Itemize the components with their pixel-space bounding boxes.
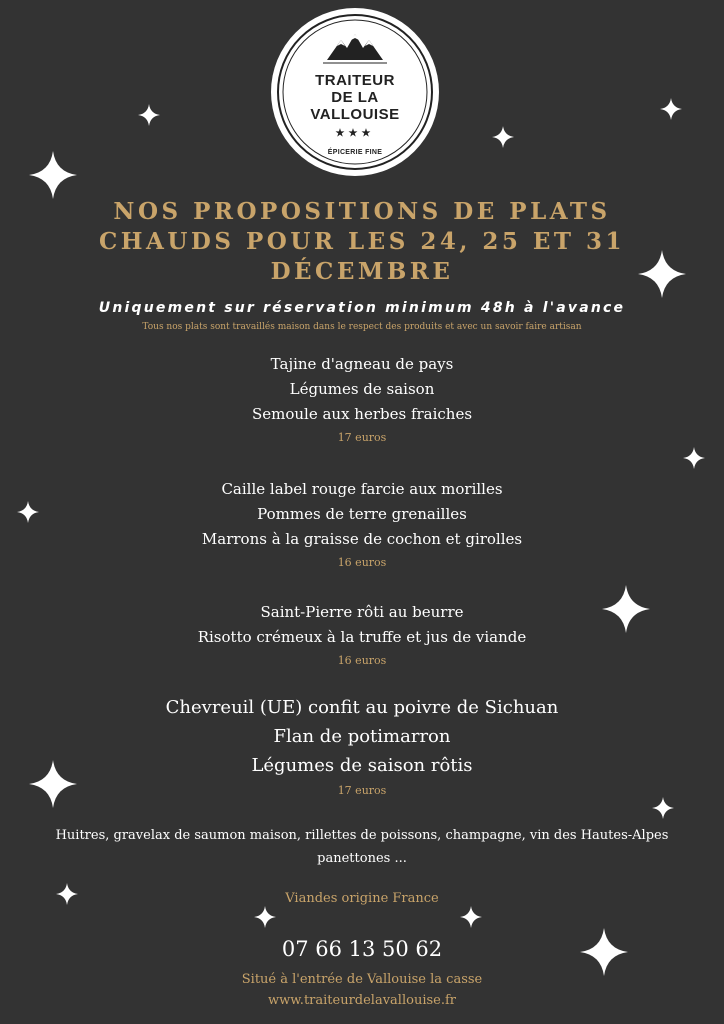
sparkle-icon: [254, 906, 276, 928]
dish-line: Flan de potimarron: [273, 726, 451, 747]
extras-line-2: panettones ...: [317, 851, 407, 866]
dish-line: Risotto crémeux à la truffe et jus de viande: [197, 628, 527, 646]
title-line-3: DÉCEMBRE: [270, 258, 454, 285]
sparkle-icon: [29, 151, 77, 199]
sparkle-icon: [683, 447, 705, 469]
logo-line-2: DE LA: [331, 89, 379, 106]
dish-price: 17 euros: [337, 784, 387, 797]
sparkle-icon: [17, 501, 39, 523]
title-line-2: CHAUDS POUR LES 24, 25 ET 31: [98, 228, 626, 255]
tagline: Tous nos plats sont travaillés maison dans le respect des produits et avec un savoir faire artisan: [142, 322, 582, 332]
dish-line: Légumes de saison rôtis: [251, 755, 473, 776]
dish-item: [60, 600, 664, 672]
logo-line-1: TRAITEUR: [315, 72, 395, 89]
sparkle-icon: [460, 906, 482, 928]
dish-price: 17 euros: [337, 431, 387, 444]
dish-item: [60, 352, 664, 449]
dish-item: [60, 477, 664, 574]
reservation-notice: Uniquement sur réservation minimum 48h à l'avance: [98, 300, 626, 316]
sparkle-icon: [660, 98, 682, 120]
dish-price: 16 euros: [337, 654, 387, 667]
dish-line: Caille label rouge farcie aux morilles: [221, 480, 503, 498]
phone-number: 07 66 13 50 62: [281, 937, 443, 961]
sparkle-icon: [138, 104, 160, 126]
dish-line: Marrons à la graisse de cochon et girolles: [201, 530, 523, 548]
dish-line: Légumes de saison: [289, 380, 435, 398]
dish-line: Tajine d'agneau de pays: [270, 355, 454, 373]
location: Situé à l'entrée de Vallouise la casse: [241, 972, 483, 987]
logo-line-3: VALLOUISE: [310, 106, 400, 123]
dish-item: [60, 693, 664, 802]
sparkle-icon: [492, 126, 514, 148]
meat-origin: Viandes origine France: [285, 891, 439, 906]
page-title: [60, 197, 664, 287]
logo-stars: ★★★: [335, 128, 375, 139]
dish-line: Saint-Pierre rôti au beurre: [260, 603, 464, 621]
extras-line-1: Huitres, gravelax de saumon maison, rillettes de poissons, champagne, vin des Hautes-Alpes: [55, 828, 669, 843]
dish-line: Pommes de terre grenailles: [257, 505, 467, 523]
title-line-1: NOS PROPOSITIONS DE PLATS: [113, 198, 611, 225]
extras-list: [40, 824, 684, 870]
logo-subtitle: ÉPICERIE FINE: [327, 149, 383, 156]
logo-badge: [271, 8, 439, 176]
dish-price: 16 euros: [337, 556, 387, 569]
dish-line: Semoule aux herbes fraiches: [251, 405, 473, 423]
dish-line: Chevreuil (UE) confit au poivre de Sichuan: [165, 697, 559, 718]
website-link[interactable]: www.traiteurdelavallouise.fr: [267, 993, 457, 1008]
